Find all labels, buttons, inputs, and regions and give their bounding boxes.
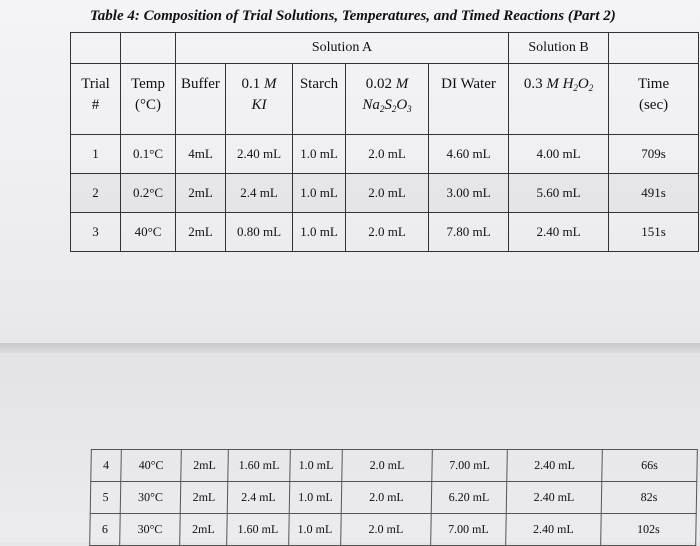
trial-cell: 2 bbox=[71, 174, 121, 213]
table-row bbox=[71, 174, 699, 213]
di-water-cell: 6.20 mL bbox=[431, 482, 507, 514]
page-divider bbox=[0, 343, 700, 353]
starch-cell: 1.0 mL bbox=[293, 174, 346, 213]
composition-table-part-top bbox=[70, 32, 699, 252]
thiosulfate-header: 0.02 M $Na_2S_2O_3$ bbox=[346, 64, 429, 135]
temp-header: Temp (°C) bbox=[121, 64, 176, 135]
temp-cell: 0.1°C bbox=[121, 135, 176, 174]
ki-cell: 2.4 mL bbox=[226, 174, 293, 213]
buffer-cell: 2mL bbox=[180, 514, 228, 546]
time-cell: 82s bbox=[601, 482, 697, 514]
buffer-header: Buffer bbox=[176, 64, 226, 135]
table-row bbox=[71, 135, 699, 174]
ki-cell: 1.60 mL bbox=[227, 514, 290, 546]
starch-cell: 1.0 mL bbox=[289, 514, 342, 546]
solution-a-header: Solution A bbox=[176, 33, 509, 64]
di-water-cell: 4.60 mL bbox=[429, 135, 509, 174]
trial-cell: 1 bbox=[71, 135, 121, 174]
solution-b-header: Solution B bbox=[509, 33, 609, 64]
buffer-cell: 2mL bbox=[181, 450, 229, 482]
peroxide-cell: 2.40 mL bbox=[507, 450, 603, 482]
ki-header: 0.1 M KI bbox=[226, 64, 293, 135]
starch-cell: 1.0 mL bbox=[289, 482, 342, 514]
temp-cell: 30°C bbox=[120, 482, 181, 514]
time-header: Time (sec) bbox=[609, 64, 699, 135]
trial-cell: 3 bbox=[71, 213, 121, 252]
di-water-header: DI Water bbox=[429, 64, 509, 135]
temp-cell: 40°C bbox=[121, 450, 182, 482]
peroxide-cell: 5.60 mL bbox=[509, 174, 609, 213]
time-cell: 151s bbox=[609, 213, 699, 252]
time-cell: 491s bbox=[609, 174, 699, 213]
table-row bbox=[91, 450, 698, 482]
peroxide-cell: 2.40 mL bbox=[506, 514, 602, 546]
starch-cell: 1.0 mL bbox=[290, 450, 343, 482]
trial-cell: 4 bbox=[91, 450, 122, 482]
starch-header: Starch bbox=[293, 64, 346, 135]
thiosulfate-cell: 2.0 mL bbox=[346, 213, 429, 252]
starch-cell: 1.0 mL bbox=[293, 213, 346, 252]
starch-cell: 1.0 mL bbox=[293, 135, 346, 174]
ki-cell: 1.60 mL bbox=[228, 450, 291, 482]
group-header-row bbox=[71, 33, 699, 64]
buffer-cell: 2mL bbox=[180, 482, 228, 514]
composition-table-part-bottom bbox=[89, 449, 698, 546]
time-cell: 709s bbox=[609, 135, 699, 174]
thiosulfate-cell: 2.0 mL bbox=[346, 135, 429, 174]
ki-cell: 2.4 mL bbox=[227, 482, 290, 514]
empty-header-cell bbox=[121, 33, 176, 64]
table-row bbox=[90, 514, 697, 546]
trial-cell: 6 bbox=[90, 514, 121, 546]
thiosulfate-cell: 2.0 mL bbox=[346, 174, 429, 213]
ki-cell: 0.80 mL bbox=[226, 213, 293, 252]
table-row bbox=[90, 482, 697, 514]
di-water-cell: 7.00 mL bbox=[431, 514, 507, 546]
empty-header-cell bbox=[609, 33, 699, 64]
buffer-cell: 4mL bbox=[176, 135, 226, 174]
temp-cell: 40°C bbox=[121, 213, 176, 252]
thiosulfate-cell: 2.0 mL bbox=[341, 514, 432, 546]
peroxide-header: 0.3 M $H_2O_2$ bbox=[509, 64, 609, 135]
temp-cell: 0.2°C bbox=[121, 174, 176, 213]
buffer-cell: 2mL bbox=[176, 213, 226, 252]
di-water-cell: 7.80 mL bbox=[429, 213, 509, 252]
ki-cell: 2.40 mL bbox=[226, 135, 293, 174]
table-row bbox=[71, 213, 699, 252]
thiosulfate-cell: 2.0 mL bbox=[341, 482, 432, 514]
trial-header: Trial # bbox=[71, 64, 121, 135]
time-cell: 66s bbox=[602, 450, 698, 482]
peroxide-cell: 4.00 mL bbox=[509, 135, 609, 174]
trial-cell: 5 bbox=[90, 482, 121, 514]
temp-cell: 30°C bbox=[120, 514, 181, 546]
buffer-cell: 2mL bbox=[176, 174, 226, 213]
di-water-cell: 7.00 mL bbox=[432, 450, 508, 482]
di-water-cell: 3.00 mL bbox=[429, 174, 509, 213]
peroxide-cell: 2.40 mL bbox=[506, 482, 602, 514]
table-title: Table 4: Composition of Trial Solutions, Temperatures, and Timed Reactions (Part 2) bbox=[90, 8, 616, 24]
empty-header-cell bbox=[71, 33, 121, 64]
column-header-row bbox=[71, 64, 699, 135]
time-cell: 102s bbox=[601, 514, 697, 546]
peroxide-cell: 2.40 mL bbox=[509, 213, 609, 252]
thiosulfate-cell: 2.0 mL bbox=[342, 450, 433, 482]
